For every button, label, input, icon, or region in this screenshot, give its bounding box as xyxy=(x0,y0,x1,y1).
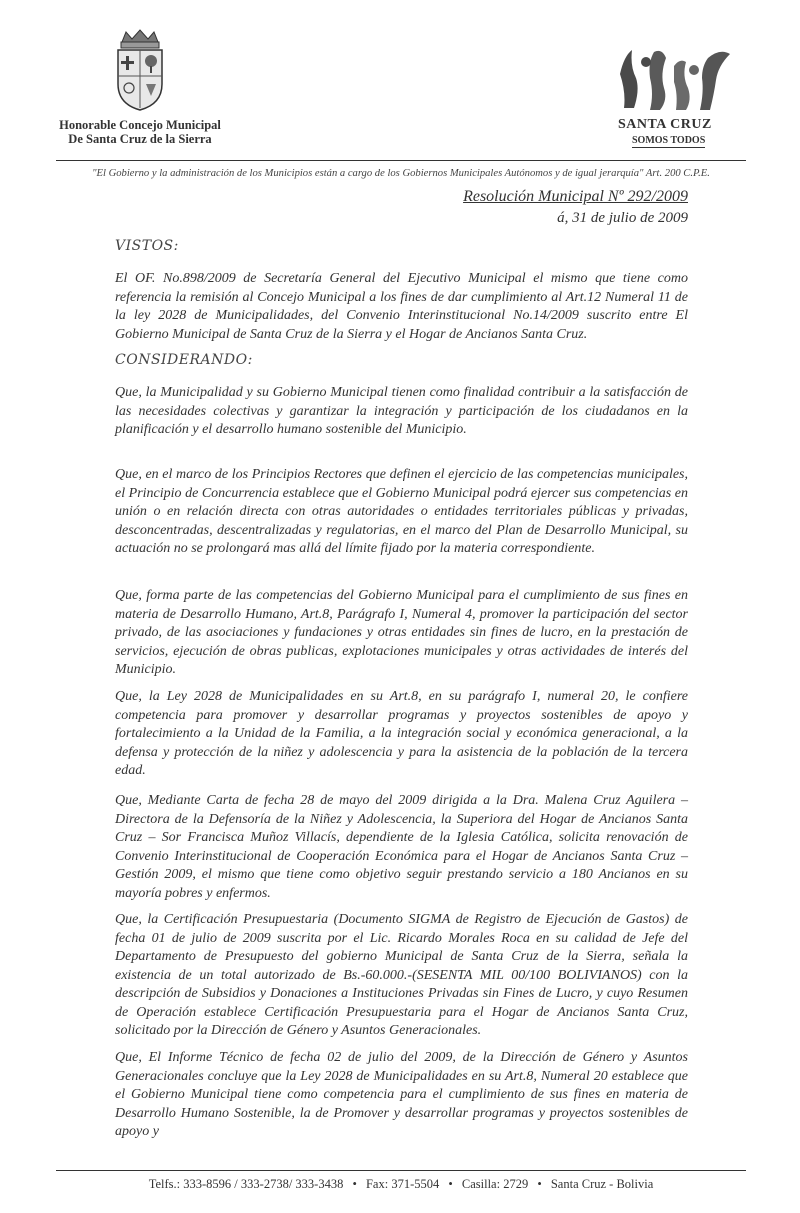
logo-title: SANTA CRUZ xyxy=(618,117,712,132)
considerando-paragraph-7: Que, El Informe Técnico de fecha 02 de julio del 2009, de la Dirección de Género y Asuntos Generacionales concluye que la Ley 2028 de Municipalidades en su Art.8, Numeral 20 establece que el Gobierno Municipal tiene como competencia para el cumplimiento de sus fines en materia de Desarrollo Humano Sostenible, la de Promover y desarrollar programas y proyectos sostenibles de apoyo y xyxy=(115,1050,688,1139)
footer-separator: • xyxy=(352,1177,357,1191)
footer-mailbox: Casilla: 2729 xyxy=(461,1177,529,1191)
considerando-paragraph-1: Que, la Municipalidad y su Gobierno Municipal tienen como finalidad contribuir a la satisfacción de las necesidades colectivas y garantizar la integración y participación de los ciudadanos en la planificación y el desarrollo humano sostenible del Municipio. xyxy=(115,385,688,437)
footer-divider xyxy=(56,1170,746,1171)
council-crest-block xyxy=(40,28,240,146)
logo-subtitle: SOMOS TODOS xyxy=(632,135,706,146)
footer-location: Santa Cruz - Bolivia xyxy=(550,1177,654,1191)
considerando-heading: CONSIDERANDO: xyxy=(115,352,253,368)
vistos-heading: VISTOS: xyxy=(115,238,179,254)
considerando-paragraph-2: Que, en el marco de los Principios Rectores que definen el ejercicio de las competencias municipales, el Principio de Concurrencia establece que el Gobierno Municipal podrá ejercer sus competencias en unión o en relación directa con otras autoridades o entidades territoriales públicas y privadas, desconcentradas, descentralizadas y regulatorias, en el marco del Plan de Desarrollo Municipal, su actuación no se prolongará mas allá del límite fijado por la materia correspondiente. xyxy=(115,467,688,556)
council-name-line-2: De Santa Cruz de la Sierra xyxy=(68,132,212,146)
considerando-paragraph-6: Que, la Certificación Presupuestaria (Documento SIGMA de Registro de Ejecución de Gastos) de fecha 01 de julio de 2009 suscrita por el Lic. Ricardo Morales Roca en su calidad de Jefe del Departamento de Presupuesto del gobierno Municipal de Santa Cruz de la Sierra, señala la existencia de un total autorizado de Bs.-60.000.-(SESENTA MIL 00/100 BOLIVIANOS) con la descripción de Subsidios y Donaciones a Instituciones Privadas sin Fines de Lucro, y cuyo Resumen de Operación establece Certificación Presupuestaria para el Hogar de Ancianos Santa Cruz, solicitado por la Dirección de Género y Asuntos Generacionales. xyxy=(115,912,688,1038)
coat-of-arms-icon xyxy=(110,28,170,112)
council-name-line-1: Honorable Concejo Municipal xyxy=(59,118,221,132)
constitutional-motto: "El Gobierno y la administración de los Municipios están a cargo de los Gobiernos Municipales Autónomos y de igual jerarquía" Art. 200 C.P.E. xyxy=(92,168,710,179)
header-divider xyxy=(56,160,746,161)
footer-contact xyxy=(56,1177,746,1192)
footer-separator: • xyxy=(537,1177,542,1191)
resolution-number: Resolución Municipal Nº 292/2009 xyxy=(463,188,688,205)
footer-phones: Telfs.: 333-8596 / 333-2738/ 333-3438 xyxy=(148,1177,344,1191)
vistos-paragraph: El OF. No.898/2009 de Secretaría General del Ejecutivo Municipal el mismo que tiene como referencia la remisión al Concejo Municipal a los fines de dar cumplimiento al Art.12 Numeral 11 de la ley 2028 de Municipalidades, del Convenio Interinstitucional No.14/2009 suscrito entre El Gobierno Municipal de Santa Cruz de la Sierra y el Hogar de Ancianos Santa Cruz. xyxy=(115,271,688,342)
footer-fax: Fax: 371-5504 xyxy=(365,1177,440,1191)
footer-separator: • xyxy=(448,1177,453,1191)
considerando-paragraph-3: Que, forma parte de las competencias del Gobierno Municipal para el cumplimiento de sus fines en materia de Desarrollo Humano, Art.8, Parágrafo I, Numeral 4, promover la participación del sector privado, de las asociaciones y fundaciones y otras entidades sin fines de lucro, en la prestación de servicios, ejecución de obras publicas, explotaciones municipales y otras actividades de interés del Municipio. xyxy=(115,588,688,677)
resolution-date: á, 31 de julio de 2009 xyxy=(557,210,688,226)
considerando-paragraph-4: Que, la Ley 2028 de Municipalidades en su Art.8, en su parágrafo I, numeral 20, le confiere competencia para promover y desarrollar programas y proyectos sostenibles de apoyo y fortalecimiento a la Unidad de la Familia, a la integración social y económica generacional, a la defensa y protección de la niñez y adolescencia y para la asistencia de la población de la tercera edad. xyxy=(115,689,688,778)
considerando-paragraph-5: Que, Mediante Carta de fecha 28 de mayo del 2009 dirigida a la Dra. Malena Cruz Aguilera – Directora de la Defensoría de la Niñez y Adolescencia, la Superiora del Hogar de Ancianos Santa Cruz – Sor Francisca Muñoz Villacís, dependiente de la Iglesia Católica, solicita renovación de Convenio Interinstitucional de Cooperación Económica para el Hogar de Ancianos Santa Cruz – Gestión 2009, el mismo que tiene como objetivo seguir prestando servicio a 180 Ancianos en su mayoría pobres y enfermos. xyxy=(115,793,688,901)
